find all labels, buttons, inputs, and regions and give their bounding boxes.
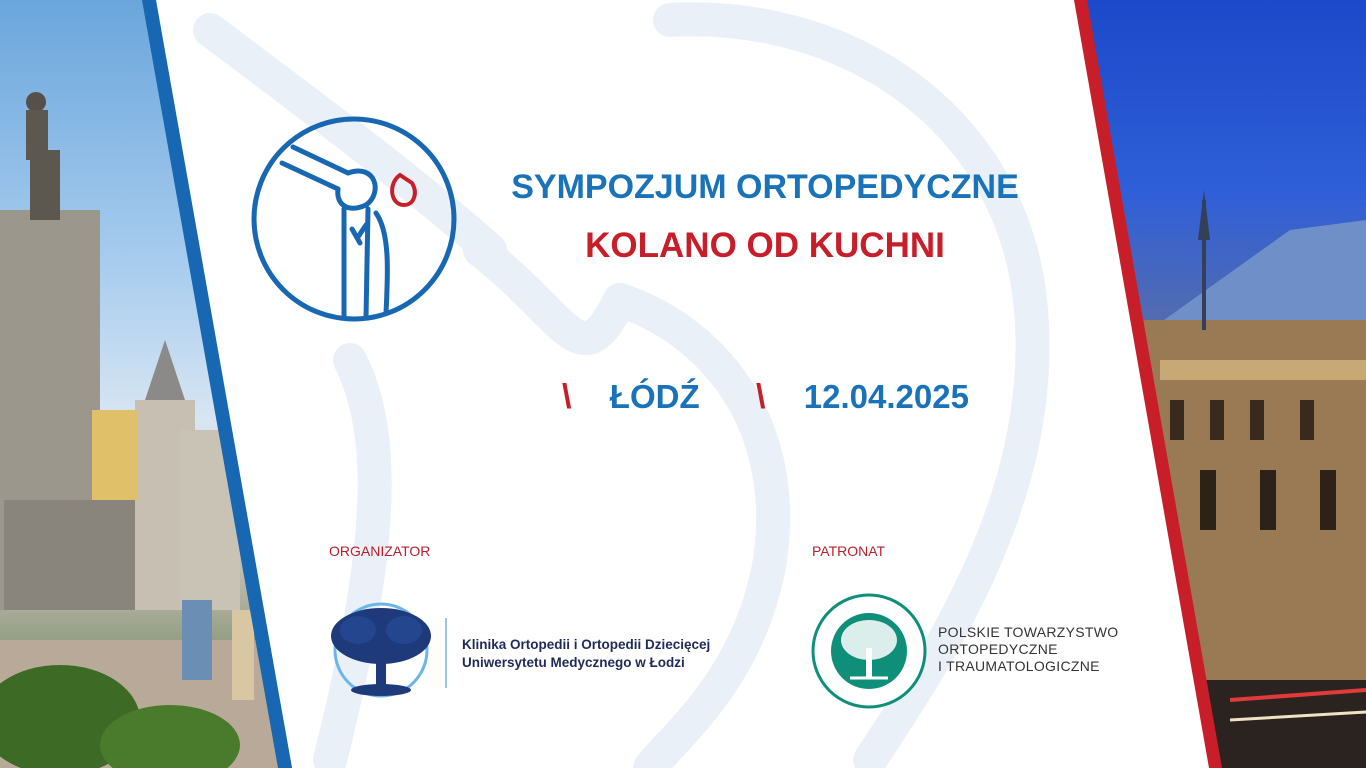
organizer-label: ORGANIZATOR xyxy=(329,543,431,559)
date-label: 12.04.2025 xyxy=(803,378,969,415)
city-label: ŁÓDŹ xyxy=(609,378,700,415)
patron-name-line3: I TRAUMATOLOGICZNE xyxy=(938,658,1100,674)
ptoitr-seal-icon xyxy=(810,592,928,710)
separator-slash: \ xyxy=(562,378,572,416)
organizer-name-line1: Klinika Ortopedii i Ortopedii Dziecięcej xyxy=(462,637,711,652)
event-city xyxy=(562,378,700,417)
event-title-line2: KOLANO OD KUCHNI xyxy=(585,226,945,265)
knee-joint-icon xyxy=(248,113,460,325)
separator-slash: \ xyxy=(756,378,766,416)
patron-label: PATRONAT xyxy=(812,543,886,559)
patron-name xyxy=(938,624,1118,675)
organizer-divider xyxy=(445,618,447,688)
patron-name-line1: POLSKIE TOWARZYSTWO xyxy=(938,624,1119,640)
patron-name-line2: ORTOPEDYCZNE xyxy=(938,641,1058,657)
organizer-name xyxy=(462,636,710,672)
tree-logo-icon xyxy=(328,600,434,700)
event-date xyxy=(756,378,969,417)
organizer-name-line2: Uniwersytetu Medycznego w Łodzi xyxy=(462,655,685,670)
event-title-line1: SYMPOZJUM ORTOPEDYCZNE xyxy=(511,168,1019,206)
